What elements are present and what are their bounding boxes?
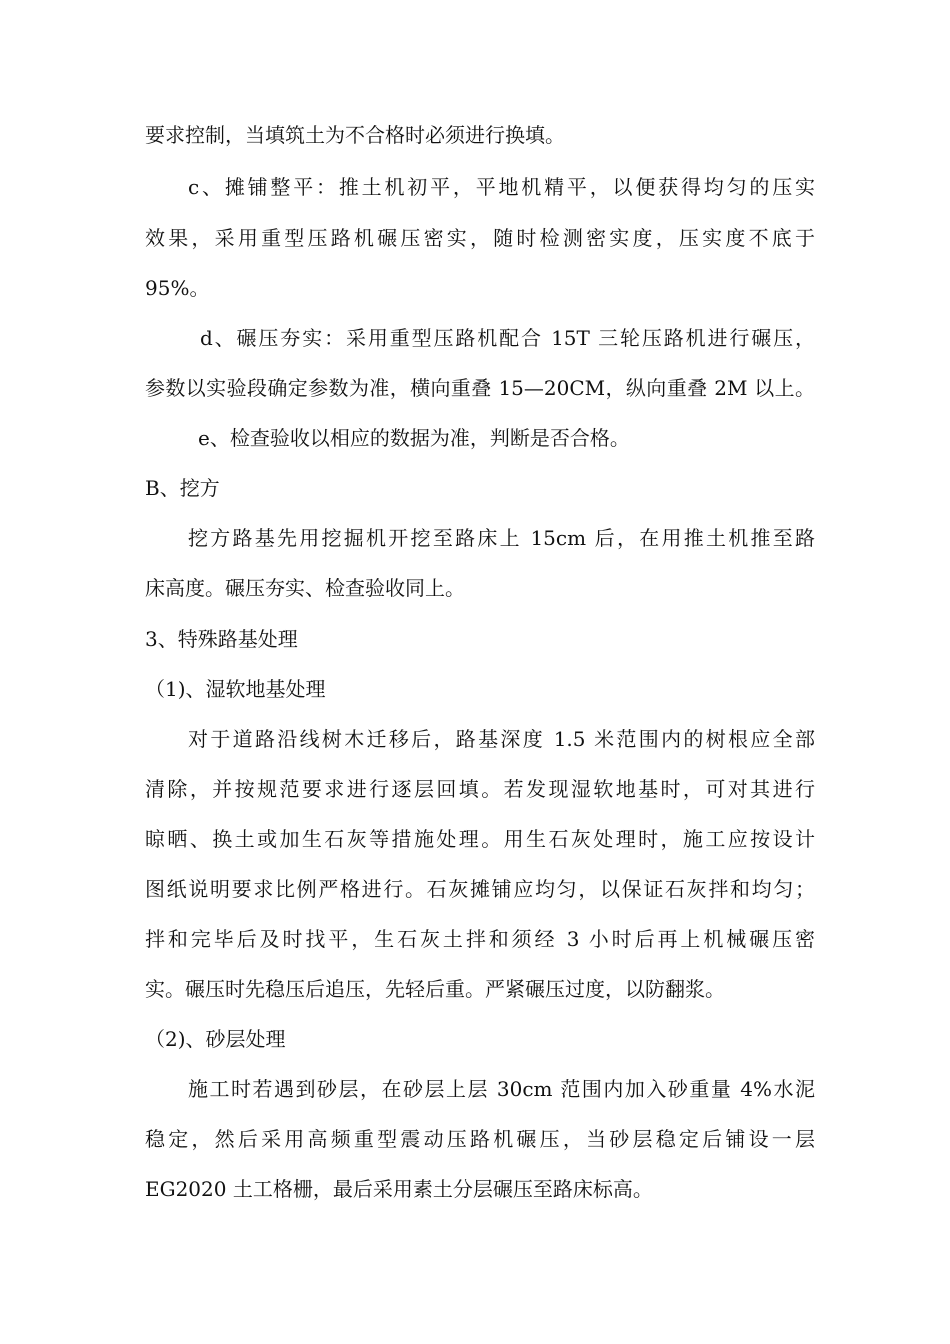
paragraph-line: 实。碾压时先稳压后追压，先轻后重。严紧碾压过度，以防翻浆。 <box>145 977 725 1001</box>
paragraph-line: 图纸说明要求比例严格进行。石灰摊铺应均匀，以保证石灰拌和均匀； <box>145 877 815 901</box>
paragraph-line: 95%。 <box>145 276 210 300</box>
paragraph-line: 稳定，然后采用高频重型震动压路机碾压，当砂层稳定后铺设一层 <box>145 1127 815 1151</box>
paragraph-line: 拌和完毕后及时找平，生石灰土拌和须经 3 小时后再上机械碾压密 <box>145 927 815 951</box>
paragraph-line: e、检查验收以相应的数据为准，判断是否合格。 <box>198 426 630 450</box>
paragraph-line: 挖方路基先用挖掘机开挖至路床上 15cm 后，在用推土机推至路 <box>188 526 815 550</box>
paragraph-line: EG2020 土工格栅，最后采用素土分层碾压至路床标高。 <box>145 1177 653 1201</box>
paragraph-line: 施工时若遇到砂层，在砂层上层 30cm 范围内加入砂重量 4%水泥 <box>188 1077 815 1101</box>
paragraph-line: c、摊铺整平：推土机初平，平地机精平，以便获得均匀的压实 <box>188 175 815 199</box>
paragraph-line: 效果，采用重型压路机碾压密实，随时检测密实度，压实度不底于 <box>145 226 815 250</box>
paragraph-line: 清除，并按规范要求进行逐层回填。若发现湿软地基时，可对其进行 <box>145 777 815 801</box>
paragraph-line: 要求控制，当填筑土为不合格时必须进行换填。 <box>145 123 565 147</box>
paragraph-line: 对于道路沿线树木迁移后，路基深度 1.5 米范围内的树根应全部 <box>188 727 815 751</box>
paragraph-line: 参数以实验段确定参数为准，横向重叠 15—20CM，纵向重叠 2M 以上。 <box>145 376 815 400</box>
section-heading: B、挖方 <box>145 476 220 500</box>
section-heading: 3、特殊路基处理 <box>145 627 298 651</box>
subsection-heading: （1)、湿软地基处理 <box>145 677 326 701</box>
paragraph-line: d、碾压夯实：采用重型压路机配合 15T 三轮压路机进行碾压， <box>200 326 815 350</box>
paragraph-line: 床高度。碾压夯实、检查验收同上。 <box>145 576 465 600</box>
paragraph-line: 晾晒、换土或加生石灰等措施处理。用生石灰处理时，施工应按设计 <box>145 827 815 851</box>
subsection-heading: （2)、砂层处理 <box>145 1027 286 1051</box>
